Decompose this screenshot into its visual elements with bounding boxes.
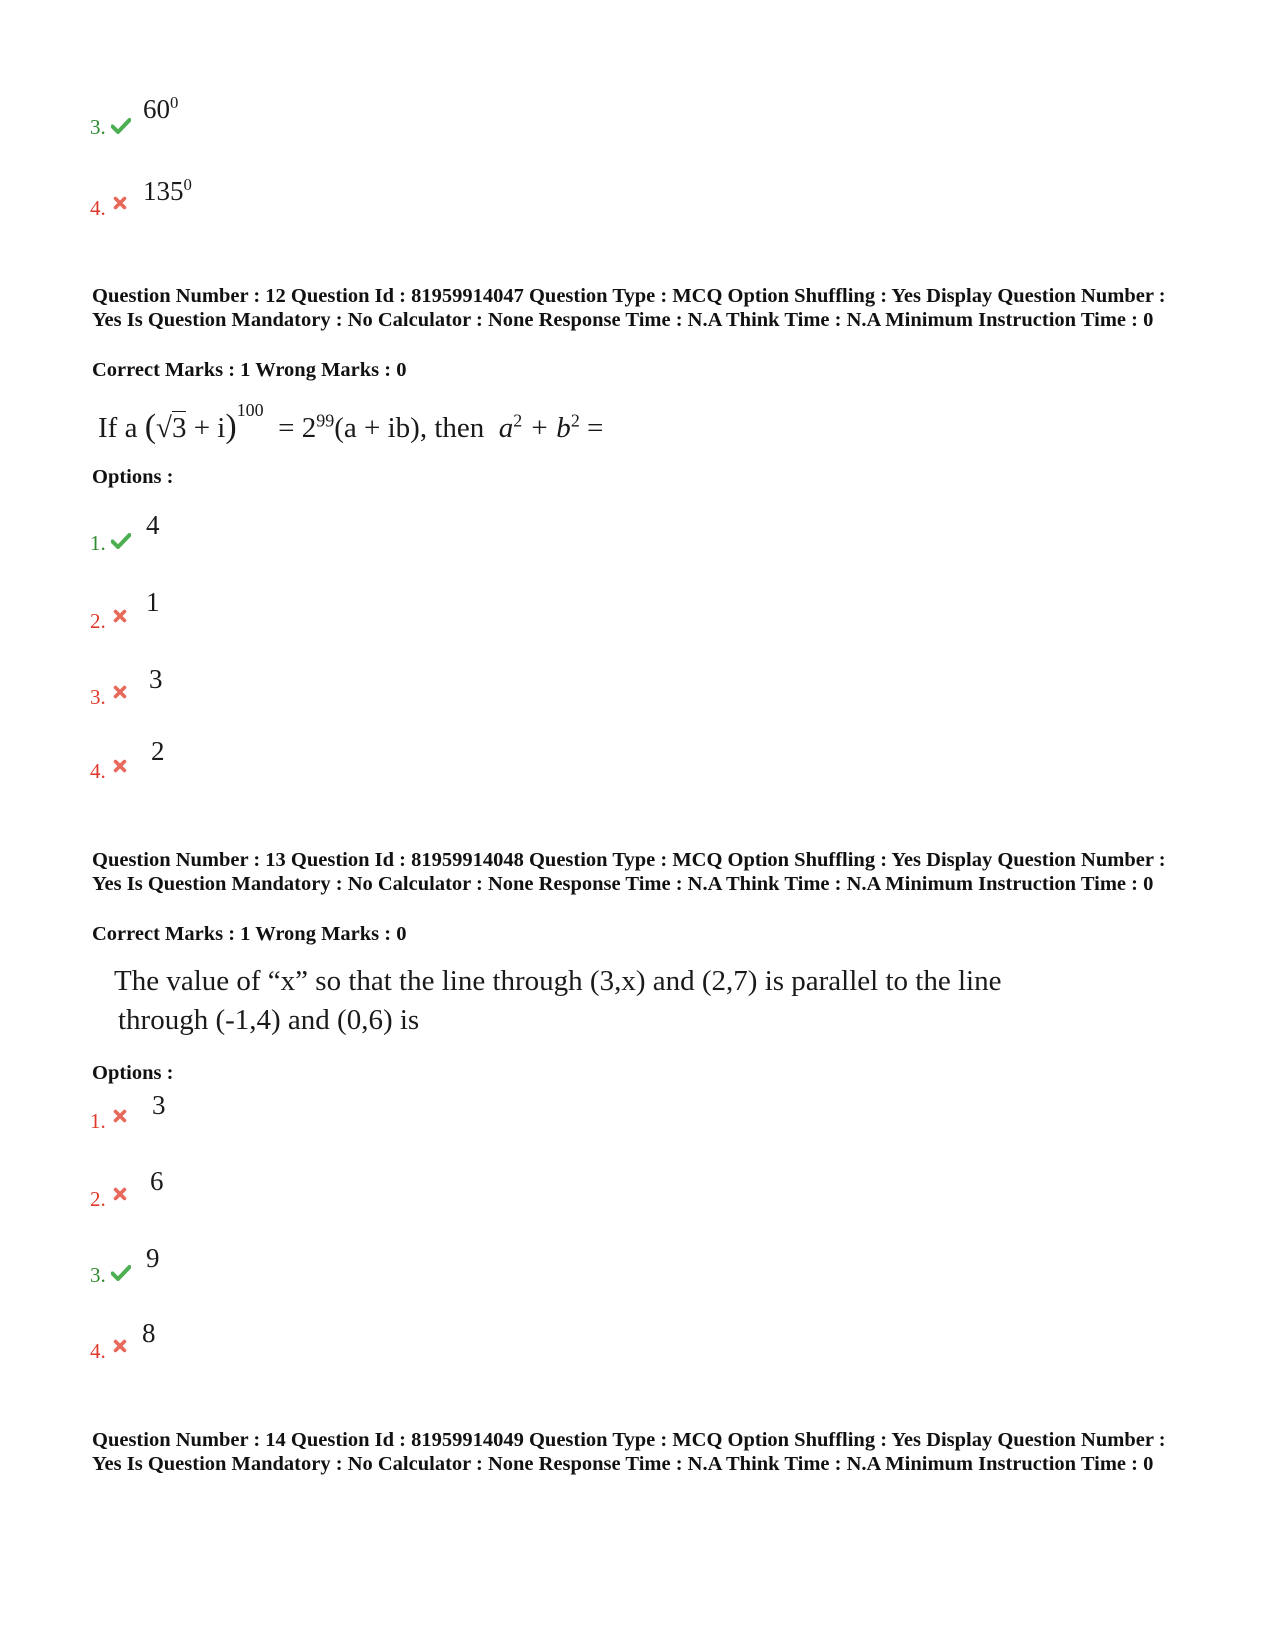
question-meta: Question Number : 14 Question Id : 81959914049 Question Type : MCQ Option Shuffling : Yes Display Question Number : Yes Is Question Mandatory : No Calculator : None Response Time : N.A Think Time : N.A Minimum Instruction Time : 0	[92, 1429, 1166, 1475]
option-value: 3	[149, 664, 163, 694]
check-icon	[111, 533, 131, 549]
cross-icon	[113, 196, 127, 210]
question-marks: Correct Marks : 1 Wrong Marks : 0	[92, 359, 407, 381]
option-number: 2.	[90, 609, 106, 633]
option-number: 4.	[90, 759, 106, 783]
cross-icon	[113, 759, 127, 773]
option-number: 2.	[90, 1187, 106, 1211]
option-number: 1.	[90, 531, 106, 555]
option-number: 4.	[90, 1339, 106, 1363]
question-meta: Question Number : 12 Question Id : 81959914047 Question Type : MCQ Option Shuffling : Yes Display Question Number : Yes Is Question Mandatory : No Calculator : None Response Time : N.A Think Time : N.A Minimum Instruction Time : 0	[92, 285, 1166, 331]
question-text: If a $(√3 + i)^{100} = 2^{99}(a + ib)$, then $a^2 + b^2$ =	[98, 400, 604, 445]
cross-icon	[113, 1187, 127, 1201]
option-number: 3.	[90, 685, 106, 709]
option-value: 6	[150, 1166, 164, 1196]
option-value: $60^0$	[143, 93, 179, 124]
check-icon	[111, 118, 131, 134]
option-value: 3	[152, 1090, 166, 1120]
option-number: 4.	[90, 196, 106, 220]
option-value: 8	[142, 1318, 156, 1348]
cross-icon	[113, 1109, 127, 1123]
question-text-line-1: The value of “x” so that the line through (3,x) and (2,7) is parallel to the line	[114, 965, 1002, 997]
option-value: 9	[146, 1243, 160, 1273]
option-value: 1	[146, 587, 160, 617]
cross-icon	[113, 685, 127, 699]
check-icon	[111, 1265, 131, 1281]
question-marks: Correct Marks : 1 Wrong Marks : 0	[92, 923, 407, 945]
option-value: $135^0$	[143, 175, 192, 206]
question-meta: Question Number : 13 Question Id : 81959914048 Question Type : MCQ Option Shuffling : Yes Display Question Number : Yes Is Question Mandatory : No Calculator : None Response Time : N.A Think Time : N.A Minimum Instruction Time : 0	[92, 849, 1166, 895]
options-label: Options :	[92, 1062, 174, 1084]
option-number: 3.	[90, 1263, 106, 1287]
option-value: 2	[151, 736, 165, 766]
cross-icon	[113, 609, 127, 623]
cross-icon	[113, 1339, 127, 1353]
option-number: 3.	[90, 115, 106, 139]
option-value: 4	[146, 510, 160, 540]
option-number: 1.	[90, 1109, 106, 1133]
options-label: Options :	[92, 466, 174, 488]
question-text-line-2: through (-1,4) and (0,6) is	[118, 1004, 420, 1036]
